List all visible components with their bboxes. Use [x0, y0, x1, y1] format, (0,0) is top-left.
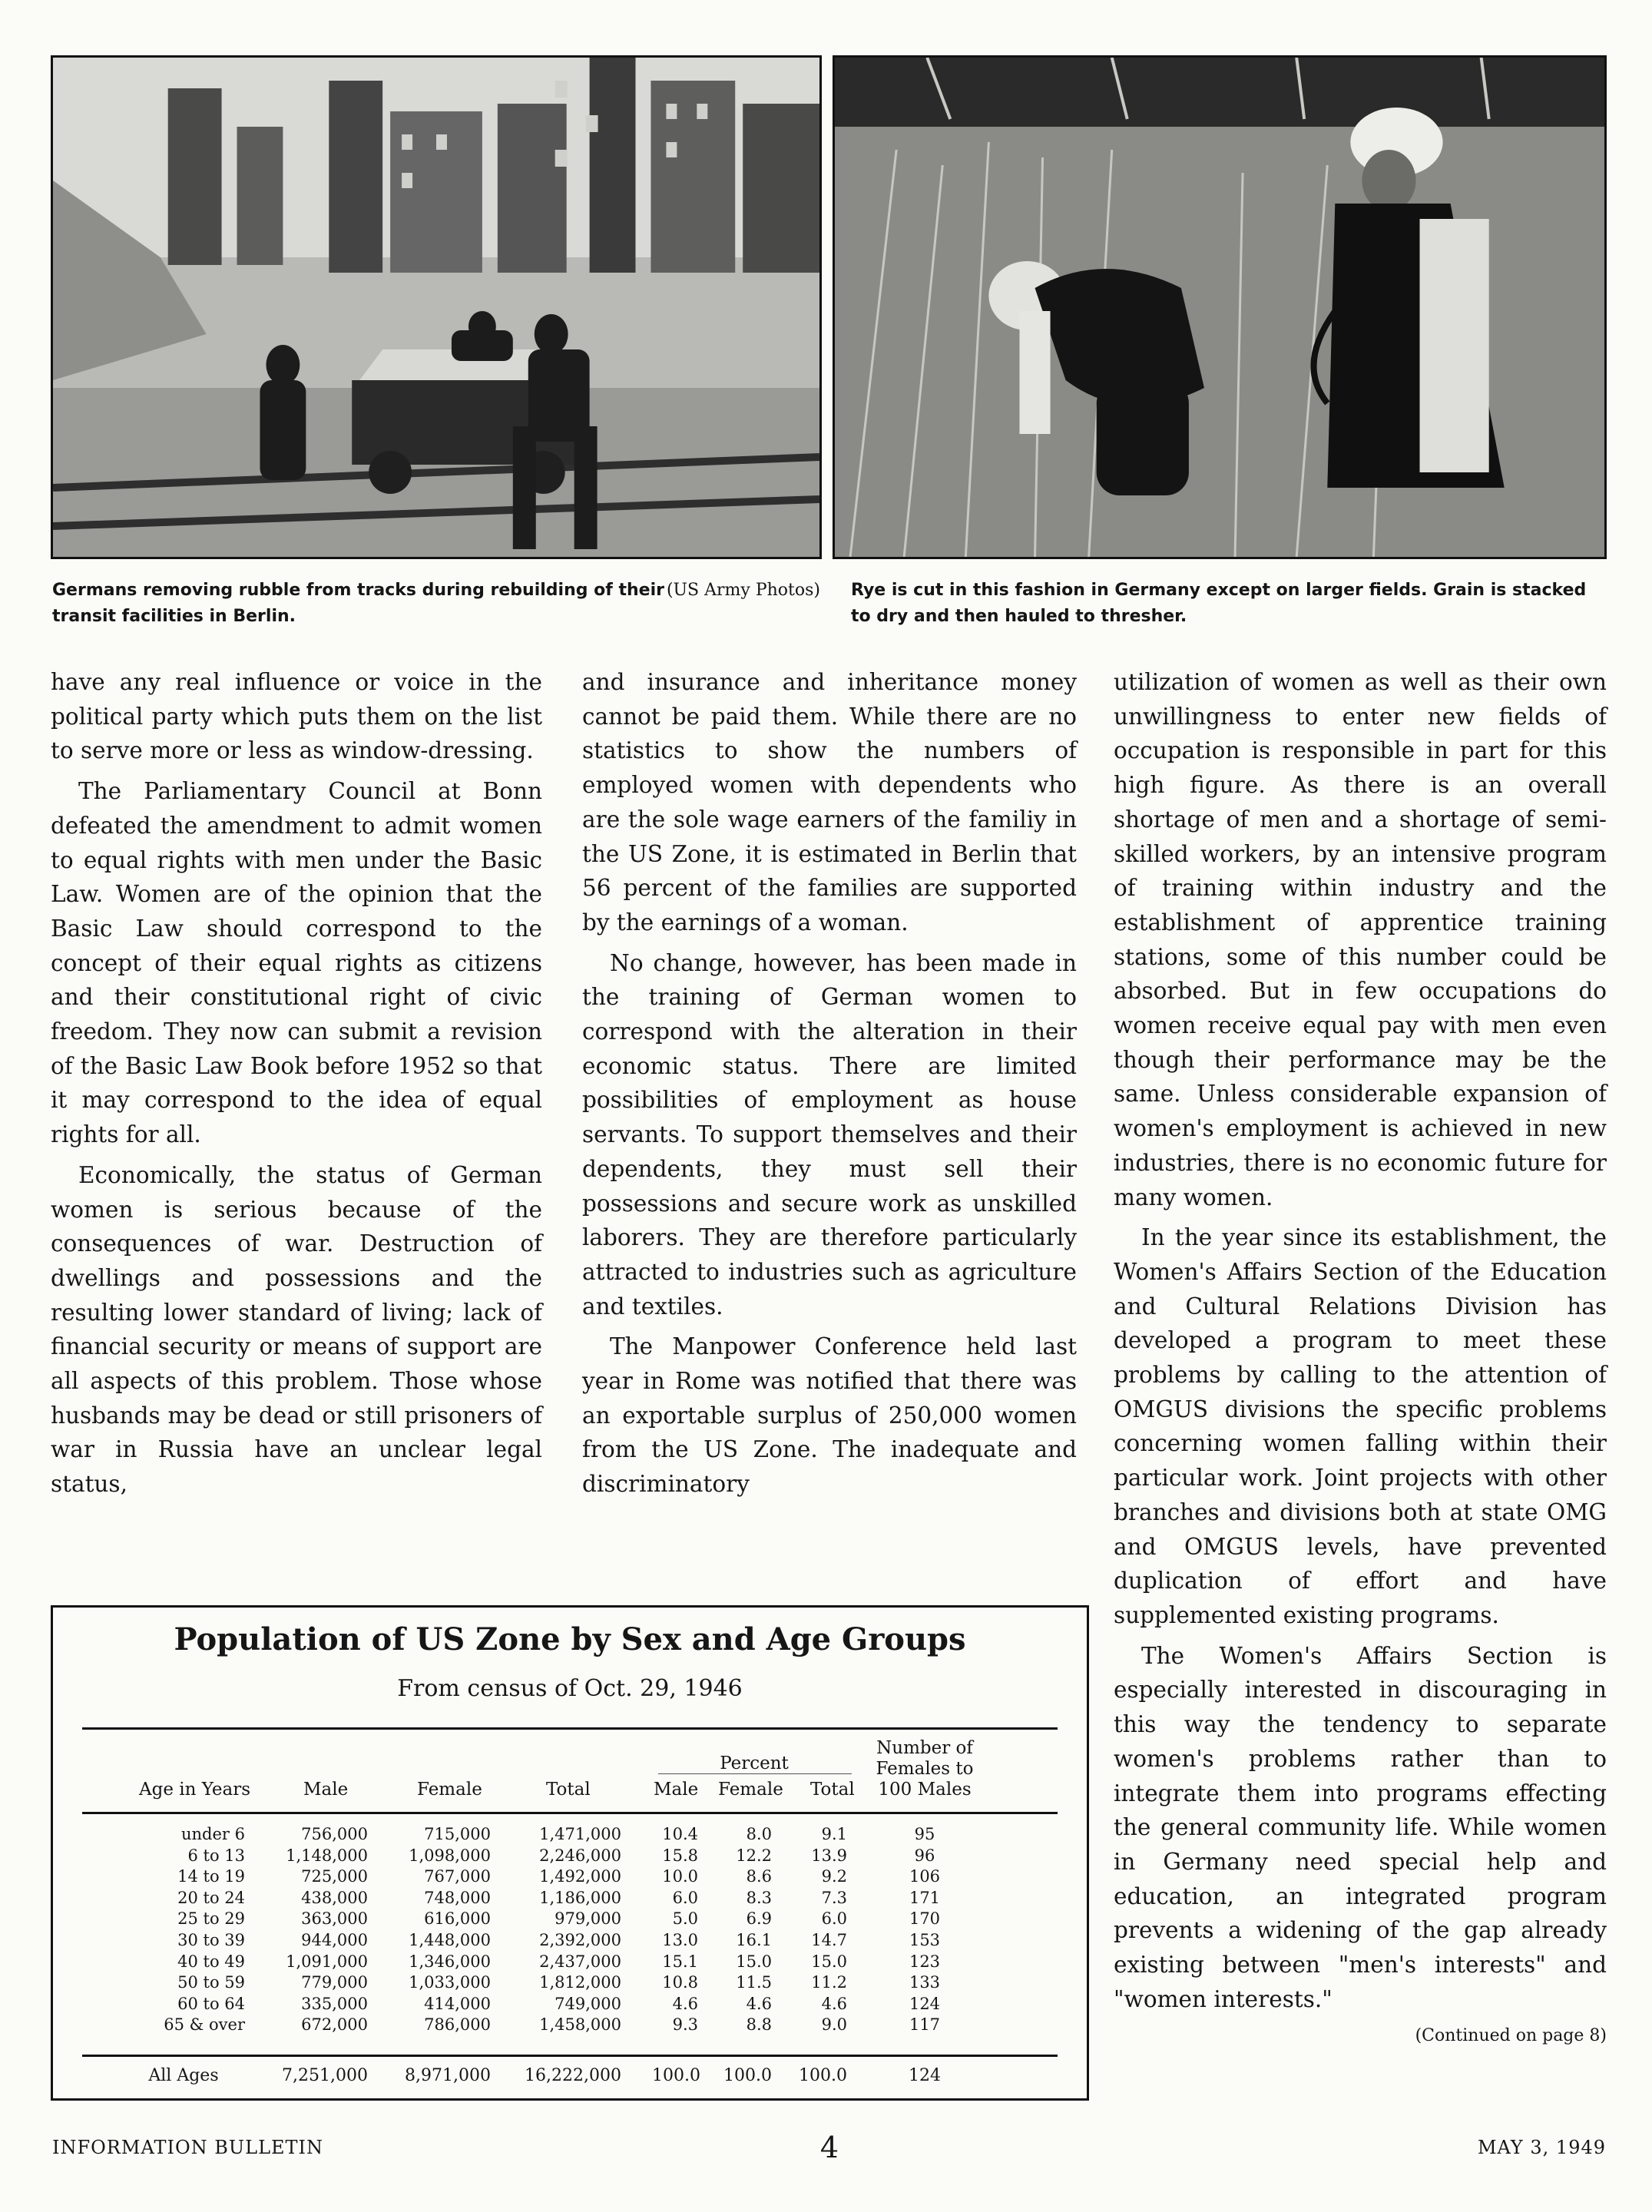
pct-female-cell: 4.6 — [746, 1994, 772, 2013]
ratio-cell: 123 — [909, 1952, 941, 1971]
pct-female-cell: 16.1 — [736, 1931, 772, 1949]
female-cell: 1,033,000 — [409, 1973, 491, 1992]
header-ratio-line3: 100 Males — [878, 1780, 972, 1800]
pct-total-cell: 15.0 — [811, 1952, 847, 1971]
female-cell: 767,000 — [424, 1867, 491, 1886]
header-total: Total — [546, 1780, 591, 1800]
photo-credit: (US Army Photos) — [666, 581, 820, 600]
header-pct-total: Total — [810, 1780, 855, 1800]
female-cell: 1,346,000 — [409, 1952, 491, 1971]
header-male: Male — [303, 1780, 349, 1800]
female-cell: 786,000 — [424, 2015, 491, 2035]
male-cell: 1,091,000 — [286, 1952, 368, 1971]
male-cell: 335,000 — [301, 1994, 368, 2013]
ratio-cell: 133 — [909, 1973, 941, 1992]
female-cell: 748,000 — [424, 1888, 491, 1907]
pct-male-cell: 9.3 — [672, 2015, 698, 2035]
pct-male-cell: 10.0 — [662, 1867, 698, 1886]
continued-note: (Continued on page 8) — [1415, 2026, 1607, 2046]
table-subtitle: From census of Oct. 29, 1946 — [397, 1675, 743, 1702]
female-cell: 1,098,000 — [409, 1846, 491, 1865]
male-cell: 779,000 — [301, 1973, 368, 1992]
paragraph: The Parliamentary Council at Bonn defeated the amendment to admit women to equal rights with men under the Basic Law. Women are of the opinion that the Basic Law should correspond to the concept of their equal rights as citizens and their constitutional right of civic freedom. They now can submit a revision of the Basic Law Book before 1952 so that it may correspond to the idea of equal rights for all. — [51, 778, 542, 1148]
publication-name: INFORMATION BULLETIN — [52, 2137, 324, 2158]
left-photo-caption — [52, 578, 820, 630]
total-age-cell: All Ages — [148, 2066, 219, 2085]
pct-female-cell: 6.9 — [746, 1909, 772, 1929]
pct-female-cell: 8.0 — [746, 1825, 772, 1843]
pct-total-cell: 11.2 — [811, 1973, 847, 1992]
pct-male-cell: 5.0 — [672, 1909, 698, 1929]
age-cell: 50 to 59 — [177, 1973, 245, 1992]
ratio-cell: 106 — [909, 1867, 941, 1886]
age-cell: 30 to 39 — [177, 1931, 245, 1949]
total-pct-female-cell: 100.0 — [723, 2066, 772, 2085]
article-column-1 — [51, 665, 542, 1508]
header-percent: Percent — [720, 1753, 789, 1773]
age-cell: 6 to 13 — [187, 1846, 245, 1865]
pct-total-cell: 9.0 — [821, 2015, 847, 2035]
page-number: 4 — [819, 2131, 839, 2164]
paragraph: In the year since its establishment, the Women's Affairs Section of the Education and Cultural Relations Division has developed a program to meet these problems by calling to the attention of OMGUS divisions the specific problems concerning women falling within their particular work. Joint projects with other branches and divisions both at state OMG and OMGUS levels, have prevented duplication of effort and have supplemented existing programs. — [1114, 1224, 1607, 1628]
age-cell: 65 & over — [164, 2015, 245, 2035]
total-cell: 1,492,000 — [539, 1867, 621, 1886]
rye-harvest-illustration — [835, 58, 1604, 557]
header-pct-male: Male — [654, 1780, 699, 1800]
total-male-cell: 7,251,000 — [282, 2066, 368, 2085]
article-column-2 — [582, 665, 1077, 1508]
ratio-cell: 171 — [909, 1888, 941, 1907]
right-photo-caption: Rye is cut in this fashion in Germany except on larger fields. Grain is stacked to dry and then hauled to thresher. — [851, 581, 1587, 626]
table-header-rule — [82, 1812, 1058, 1814]
population-table — [51, 1605, 1089, 2101]
rye-harvest-photo — [833, 55, 1607, 559]
age-cell: 20 to 24 — [177, 1888, 245, 1907]
male-cell: 1,148,000 — [286, 1846, 368, 1865]
ratio-cell: 95 — [914, 1825, 935, 1843]
age-cell: 40 to 49 — [177, 1952, 245, 1971]
issue-date: MAY 3, 1949 — [1477, 2137, 1606, 2158]
total-pct-total-cell: 100.0 — [799, 2066, 847, 2085]
pct-male-cell: 15.8 — [662, 1846, 698, 1865]
total-cell: 1,471,000 — [539, 1825, 621, 1843]
pct-female-cell: 12.2 — [736, 1846, 772, 1865]
pct-male-cell: 13.0 — [662, 1931, 698, 1949]
total-cell: 749,000 — [555, 1994, 621, 2013]
pct-total-cell: 14.7 — [811, 1931, 847, 1949]
total-ratio-cell: 124 — [909, 2066, 941, 2085]
total-cell: 1,458,000 — [539, 2015, 621, 2035]
female-cell: 616,000 — [424, 1909, 491, 1929]
paragraph: The Women's Affairs Section is especially interested in discouraging in this way the tendency to separate women's problems rather than to integrate them into programs effecting the general community life. While women in Germany need special help and education, an integrated program prevents a widening of the gap already existing between "men's interests" and "women interests." — [1114, 1642, 1607, 2012]
paragraph: The Manpower Conference held last year in Rome was notified that there was an exportable surplus of 250,000 women from the US Zone. The inadequate and discriminatory — [582, 1333, 1077, 1498]
header-age: Age in Years — [139, 1780, 251, 1800]
pct-female-cell: 8.8 — [746, 2015, 772, 2035]
pct-female-cell: 8.3 — [746, 1888, 772, 1907]
female-cell: 1,448,000 — [409, 1931, 491, 1949]
paragraph: and insurance and inheritance money cannot be paid them. While there are no statistics to show the numbers of employed women with dependents who are the sole wage earners of the familiy in the US Zone, it is estimated in Berlin that 56 percent of the families are supported by the earnings of a woman. — [582, 669, 1077, 935]
male-cell: 944,000 — [301, 1931, 368, 1949]
pct-total-cell: 7.3 — [821, 1888, 847, 1907]
pct-total-cell: 13.9 — [811, 1846, 847, 1865]
male-cell: 725,000 — [301, 1867, 368, 1886]
age-cell: 14 to 19 — [177, 1867, 245, 1886]
rubble-removal-photo — [51, 55, 822, 559]
pct-male-cell: 10.4 — [662, 1825, 698, 1843]
male-cell: 672,000 — [301, 2015, 368, 2035]
age-cell: 60 to 64 — [177, 1994, 245, 2013]
ratio-cell: 96 — [914, 1846, 935, 1865]
pct-male-cell: 10.8 — [662, 1973, 698, 1992]
age-cell: 25 to 29 — [177, 1909, 245, 1929]
ratio-cell: 124 — [909, 1994, 941, 2013]
paragraph: have any real influence or voice in the political party which puts them on the list to serve more or less as window-dressing. — [51, 669, 542, 764]
total-cell: 1,812,000 — [539, 1973, 621, 1992]
ratio-cell: 170 — [909, 1909, 941, 1929]
paragraph: utilization of women as well as their own unwillingness to enter new fields of occupation is responsible in part for this high figure. As there is an overall shortage of men and a shortage of semi-skilled workers, by an intensive program of training within industry and the establishment of apprentice training stations, some of this number could be absorbed. But in few occupations do women receive equal pay with men even though their performance may be the same. Unless considerable expansion of women's employment is achieved in new industries, there is no economic future for many women. — [1114, 669, 1607, 1210]
total-cell: 2,246,000 — [539, 1846, 621, 1865]
total-cell: 2,437,000 — [539, 1952, 621, 1971]
pct-male-cell: 4.6 — [672, 1994, 698, 2013]
header-female: Female — [417, 1780, 482, 1800]
header-ratio-line2: Females to — [876, 1759, 974, 1779]
header-pct-female: Female — [718, 1780, 783, 1800]
pct-female-cell: 15.0 — [736, 1952, 772, 1971]
rubble-removal-illustration — [53, 58, 819, 557]
total-total-cell: 16,222,000 — [525, 2066, 621, 2085]
pct-male-cell: 15.1 — [662, 1952, 698, 1971]
male-cell: 756,000 — [301, 1825, 368, 1843]
pct-total-cell: 9.2 — [821, 1867, 847, 1886]
ratio-cell: 153 — [909, 1931, 941, 1949]
male-cell: 438,000 — [301, 1888, 368, 1907]
paragraph: No change, however, has been made in the training of German women to correspond with the alteration in their economic status. There are limited possibilities of employment as house servants. To support themselves and their dependents, they must sell their possessions and secure work as unskilled laborers. They are therefore particularly attracted to industries such as agriculture and textiles. — [582, 949, 1077, 1320]
pct-total-cell: 6.0 — [821, 1909, 847, 1929]
female-cell: 715,000 — [424, 1825, 491, 1843]
total-cell: 2,392,000 — [539, 1931, 621, 1949]
ratio-cell: 117 — [909, 2015, 941, 2035]
table-title: Population of US Zone by Sex and Age Groups — [174, 1621, 966, 1657]
male-cell: 363,000 — [301, 1909, 368, 1929]
pct-female-cell: 8.6 — [746, 1867, 772, 1886]
total-cell: 979,000 — [555, 1909, 621, 1929]
paragraph: Economically, the status of German women is serious because of the consequences of war. Destruction of dwellings and possessions and the resulting lower standard of living; lack of financial security or means of support are all aspects of this problem. Those whose husbands may be dead or still prisoners of war in Russia have an unclear legal status, — [51, 1161, 542, 1498]
total-cell: 1,186,000 — [539, 1888, 621, 1907]
table-total-rule — [82, 2055, 1058, 2057]
table-top-rule — [82, 1727, 1058, 1730]
left-caption-text: Germans removing rubble from tracks during rebuilding of their transit facilities in Berlin. — [52, 581, 664, 626]
total-pct-male-cell: 100.0 — [652, 2066, 700, 2085]
article-column-3 — [1114, 665, 1607, 2050]
female-cell: 414,000 — [424, 1994, 491, 2013]
pct-total-cell: 9.1 — [821, 1825, 847, 1843]
header-ratio-line1: Number of — [876, 1738, 973, 1758]
pct-total-cell: 4.6 — [821, 1994, 847, 2013]
total-female-cell: 8,971,000 — [405, 2066, 491, 2085]
age-cell: under 6 — [181, 1825, 245, 1843]
pct-male-cell: 6.0 — [672, 1888, 698, 1907]
pct-female-cell: 11.5 — [736, 1973, 772, 1992]
